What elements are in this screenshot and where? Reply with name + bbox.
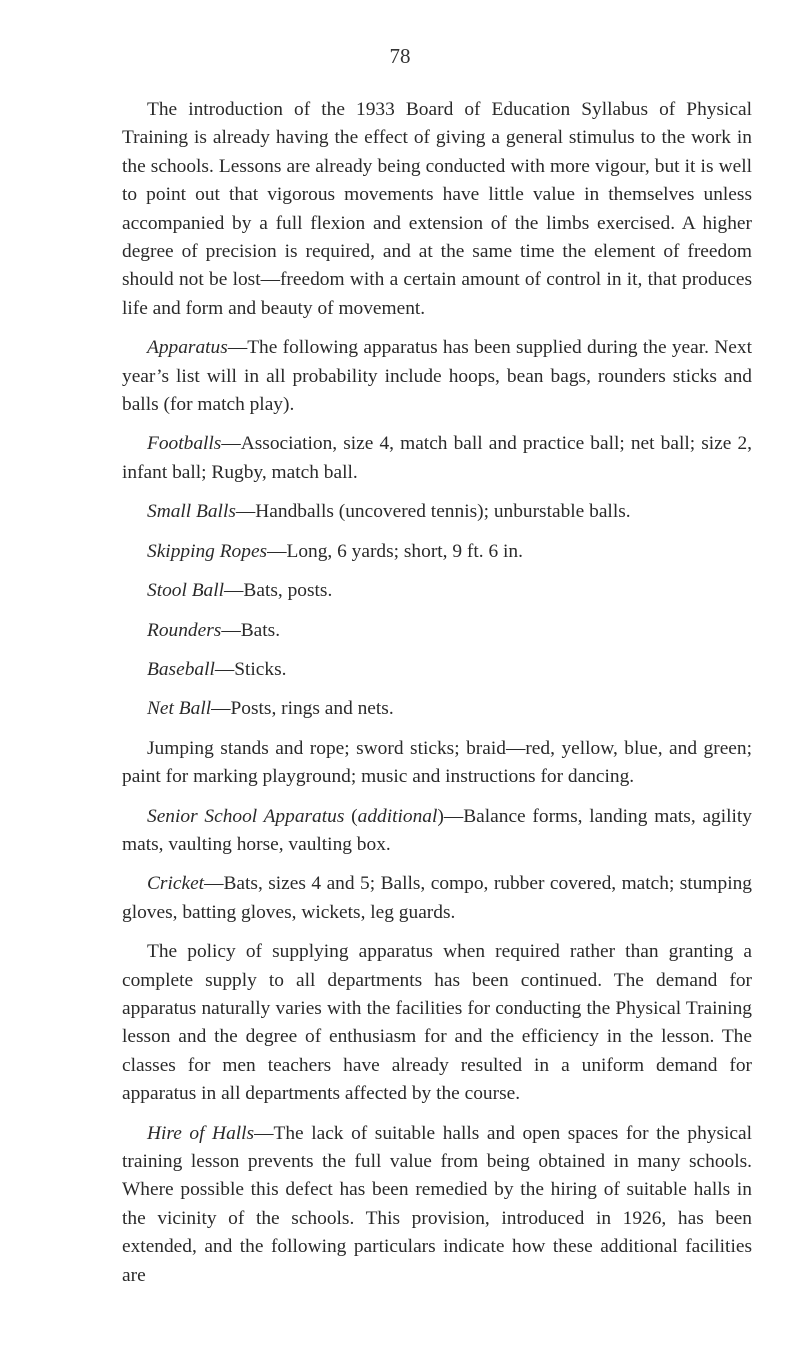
paragraph-senior	[122, 803, 752, 860]
heading-net-ball: Net Ball	[147, 698, 212, 720]
heading-senior-school-apparatus: Senior School Apparatus	[147, 805, 345, 827]
paren-close: )	[437, 805, 444, 827]
heading-apparatus: Apparatus	[147, 337, 228, 359]
paragraph-cricket-text: —Bats, sizes 4 and 5; Balls, compo, rubber covered, match; stumping gloves, batting gloves, wickets, leg guards.	[122, 873, 752, 923]
paragraph-apparatus-text: —The following apparatus has been supplied during the year. Next year’s list will in all probability include hoops, bean bags, rounders sticks and balls (for match play).	[122, 337, 752, 416]
paragraph-intro-text: The introduction of the 1933 Board of Education Syllabus of Physical Training is already having the effect of giving a general stimulus to the work in the schools. Lessons are already being conducted with more vigour, but it is well to point out that vigorous movements have little value in themselves unless accompanied by a full flexion and extension of the limbs exercised. A higher degree of precision is required, and at the same time the element of freedom should not be lost—freedom with a certain amount of control in it, that produces life and form and beauty of movement.	[122, 99, 752, 319]
paragraph-stool-ball-text: —Bats, posts.	[224, 580, 333, 602]
paragraph-small-balls-text: —Handballs (uncovered tennis); unburstable balls.	[235, 501, 631, 523]
heading-small-balls: Small Balls	[147, 501, 236, 523]
paragraph-baseball	[122, 656, 752, 684]
paragraph-net-ball-text: —Posts, rings and nets.	[211, 698, 394, 720]
paragraph-rounders	[122, 617, 752, 645]
body-text	[122, 96, 752, 1301]
paren-open: (	[344, 805, 358, 827]
paragraph-net-ball	[122, 695, 752, 723]
paragraph-policy	[122, 938, 752, 1108]
paragraph-policy-text: The policy of supplying apparatus when required rather than granting a complete supply to all departments has been continued. The demand for apparatus naturally varies with the facilities for conducting the Physical Training lesson and the degree of enthusiasm for and the efficiency in the lesson. The classes for men teachers have already resulted in a uniform demand for apparatus in all departments affected by the course.	[122, 941, 752, 1105]
heading-hire-of-halls: Hire of Halls	[147, 1122, 255, 1144]
heading-footballs: Footballs	[147, 433, 222, 455]
paragraph-skipping-ropes-text: —Long, 6 yards; short, 9 ft. 6 in.	[267, 540, 523, 562]
paragraph-cricket	[122, 870, 752, 927]
paragraph-jumping-text: Jumping stands and rope; sword sticks; braid—red, yellow, blue, and green; paint for marking playground; music and instructions for dancing.	[122, 737, 752, 788]
heading-skipping-ropes: Skipping Ropes	[147, 540, 268, 562]
paragraph-footballs-text: —Association, size 4, match ball and practice ball; net ball; size 2, infant ball; Rugby, match ball.	[122, 433, 752, 483]
paragraph-halls	[122, 1120, 752, 1290]
heading-baseball: Baseball	[147, 658, 215, 680]
paragraph-halls-text: —The lack of suitable halls and open spaces for the physical training lesson prevents the full value from being obtained in many schools. Where possible this defect has been remedied by the hiring of suitable halls in the vicinity of the schools. This provision, introduced in 1926, has been extended, and the following particulars indicate how these additional facilities are	[122, 1122, 752, 1286]
heading-additional: additional	[357, 805, 438, 827]
paragraph-footballs	[122, 430, 752, 487]
paragraph-senior-text: —Balance forms, landing mats, agility mats, vaulting horse, vaulting box.	[122, 805, 752, 855]
paragraph-apparatus	[122, 334, 752, 419]
page-number: 78	[389, 44, 411, 68]
paragraph-skipping-ropes	[122, 538, 752, 566]
heading-cricket: Cricket	[147, 873, 205, 895]
paragraph-rounders-text: —Bats.	[221, 619, 281, 641]
paragraph-intro	[122, 96, 752, 323]
heading-rounders: Rounders	[147, 619, 222, 641]
paragraph-small-balls	[122, 498, 752, 526]
paragraph-jumping	[122, 735, 752, 792]
paragraph-baseball-text: —Sticks.	[214, 658, 287, 680]
paragraph-stool-ball	[122, 577, 752, 605]
heading-stool-ball: Stool Ball	[147, 580, 225, 602]
